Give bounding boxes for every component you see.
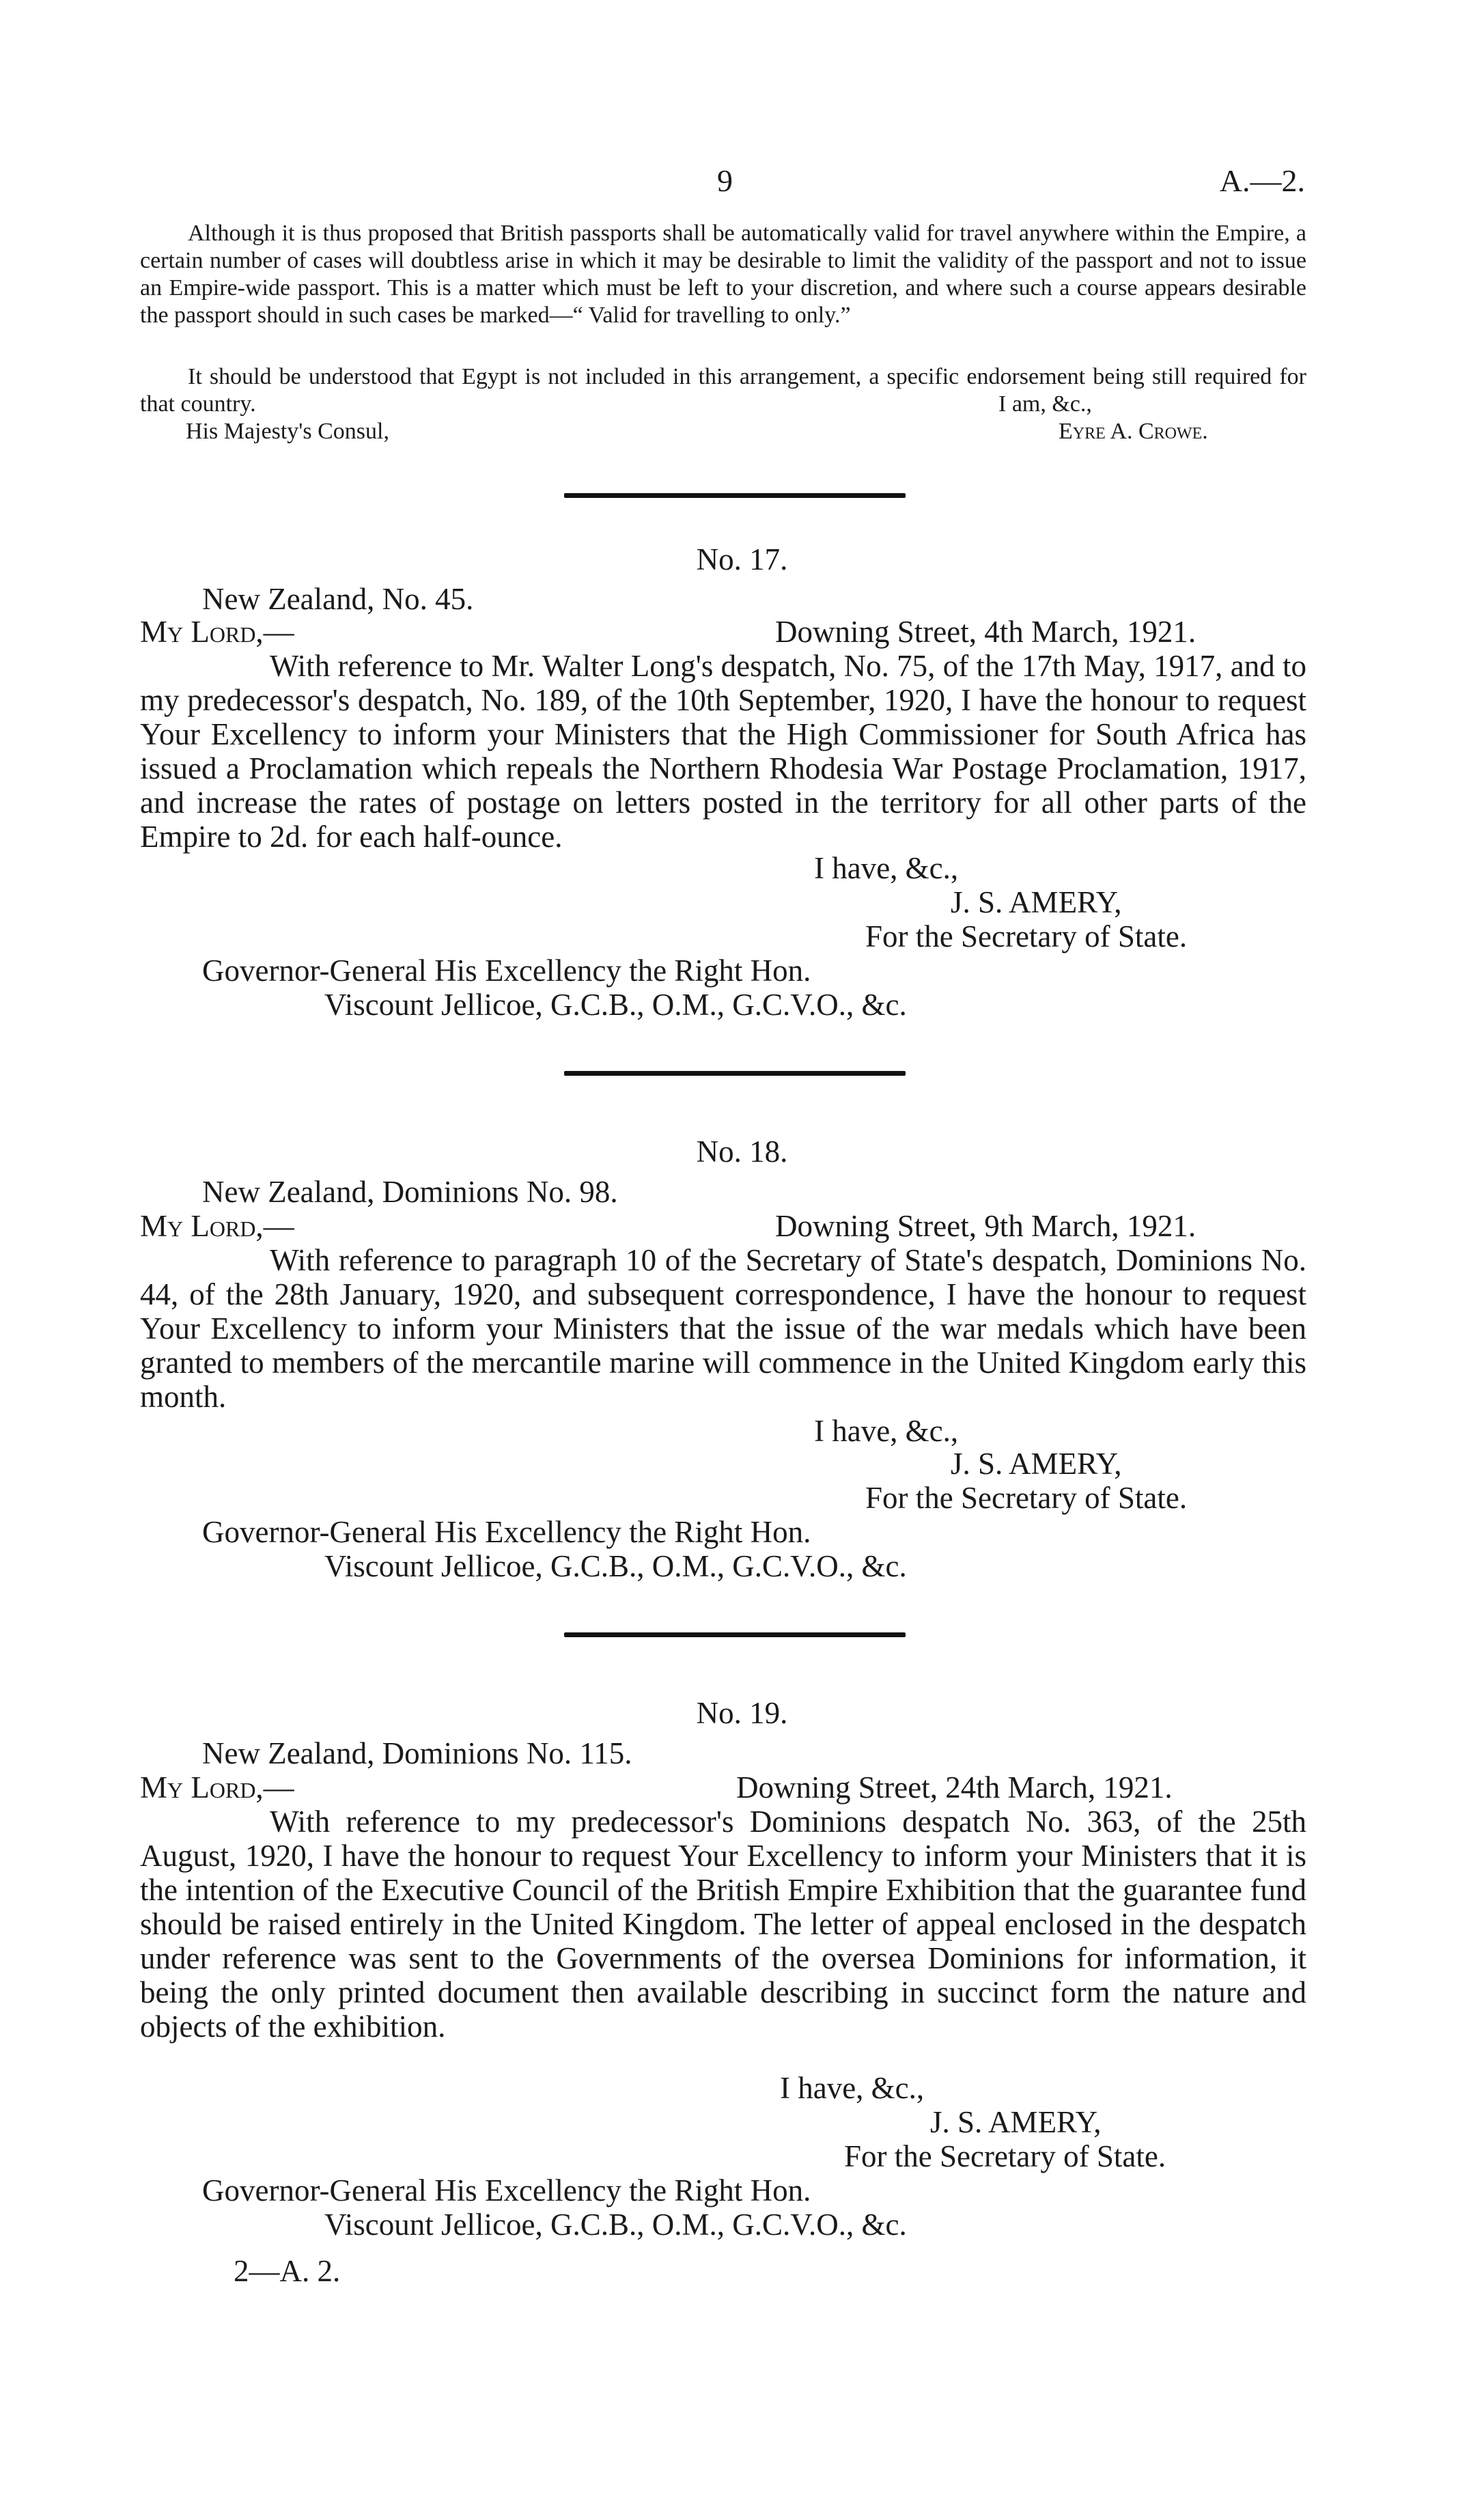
despatch-19-body: With reference to my predecessor's Dominions despatch No. 363, of the 25th August, 1920, I have the honour to request Your Excellency to inform your Ministers that it is the intention of the Executive Council of the British Empire Exhibition that the guarantee fund should be raised entirely in the United Kingdom. The letter of appeal enclosed in the despatch under reference was sent to the Governments of the oversea Dominions for information, it being the only printed document then available describing in succinct form the nature and objects of the exhibition. [140,1805,1306,2044]
despatch-19-reference: New Zealand, Dominions No. 115. [202,1736,632,1770]
section-divider-3 [564,1632,906,1637]
preamble-paragraph-2: It should be understood that Egypt is not included in this arrangement, a specific endorsement being still required for that country. [140,364,1306,417]
despatch-18-salutation: My Lord,— [140,1209,294,1243]
document-reference: A.—2. [1219,163,1305,198]
section-divider-1 [564,493,906,498]
despatch-17-signature-title: For the Secretary of State. [865,919,1188,953]
despatch-18-number: No. 18. [696,1134,788,1169]
printer-signature-mark: 2—A. 2. [234,2254,341,2288]
despatch-18-reference: New Zealand, Dominions No. 98. [202,1175,618,1209]
despatch-17-closing: I have, &c., [814,851,959,885]
page-header [0,163,1484,204]
despatch-17-addressee-line-1: Governor-General His Excellency the Right Hon. [202,953,811,988]
despatch-17-salutation: My Lord,— [140,615,294,649]
despatch-19-salutation: My Lord,— [140,1770,294,1805]
despatch-19-number: No. 19. [696,1696,788,1730]
despatch-19-signature: J. S. AMERY, [930,2105,1102,2139]
despatch-17-place-date: Downing Street, 4th March, 1921. [775,615,1196,649]
preamble-signature: Eyre A. Crowe. [1059,419,1208,444]
despatch-17-signature: J. S. AMERY, [951,885,1122,919]
despatch-19-addressee-line-2: Viscount Jellicoe, G.C.B., O.M., G.C.V.O., &c. [324,2208,907,2242]
despatch-17-number: No. 17. [696,542,788,576]
despatch-18-body: With reference to paragraph 10 of the Secretary of State's despatch, Dominions No. 44, of the 28th January, 1920, and subsequent correspondence, I have the honour to request Your Excellency to inform your Ministers that the issue of the war medals which have been granted to members of the mercantile marine will commence in the United Kingdom early this month. [140,1243,1306,1414]
despatch-18-signature-title: For the Secretary of State. [865,1481,1188,1515]
despatch-18-place-date: Downing Street, 9th March, 1921. [775,1209,1196,1243]
despatch-19-addressee-line-1: Governor-General His Excellency the Right Hon. [202,2173,811,2208]
despatch-18-addressee-line-1: Governor-General His Excellency the Right Hon. [202,1515,811,1549]
despatch-18-closing: I have, &c., [814,1414,959,1448]
despatch-17-reference: New Zealand, No. 45. [202,582,474,616]
despatch-18-signature: J. S. AMERY, [951,1447,1122,1481]
despatch-19-closing: I have, &c., [780,2071,925,2105]
preamble-addressee: His Majesty's Consul, [186,419,389,444]
despatch-17-body: With reference to Mr. Walter Long's despatch, No. 75, of the 17th May, 1917, and to my predecessor's despatch, No. 189, of the 10th September, 1920, I have the honour to request Your Excellency to inform your Ministers that the High Commissioner for South Africa has issued a Proclamation which repeals the Northern Rhodesia War Postage Proclamation, 1917, and increase the rates of postage on letters posted in the territory for all other parts of the Empire to 2d. for each half-ounce. [140,649,1306,854]
despatch-19-place-date: Downing Street, 24th March, 1921. [736,1770,1173,1805]
despatch-18-addressee-line-2: Viscount Jellicoe, G.C.B., O.M., G.C.V.O., &c. [324,1549,907,1583]
despatch-17-addressee-line-2: Viscount Jellicoe, G.C.B., O.M., G.C.V.O., &c. [324,988,907,1022]
page-number: 9 [717,163,733,198]
preamble-paragraph-1: Although it is thus proposed that British passports shall be automatically valid for travel anywhere within the Empire, a certain number of cases will doubtless arise in which it may be desirable to limit the validity of the passport and not to issue an Empire-wide passport. This is a matter which must be left to your discretion, and where such a course appears desirable the passport should in such cases be marked—“ Valid for travelling to only.” [140,221,1306,328]
section-divider-2 [564,1071,906,1076]
despatch-19-signature-title: For the Secretary of State. [844,2139,1166,2173]
preamble-closing: I am, &c., [998,391,1092,417]
